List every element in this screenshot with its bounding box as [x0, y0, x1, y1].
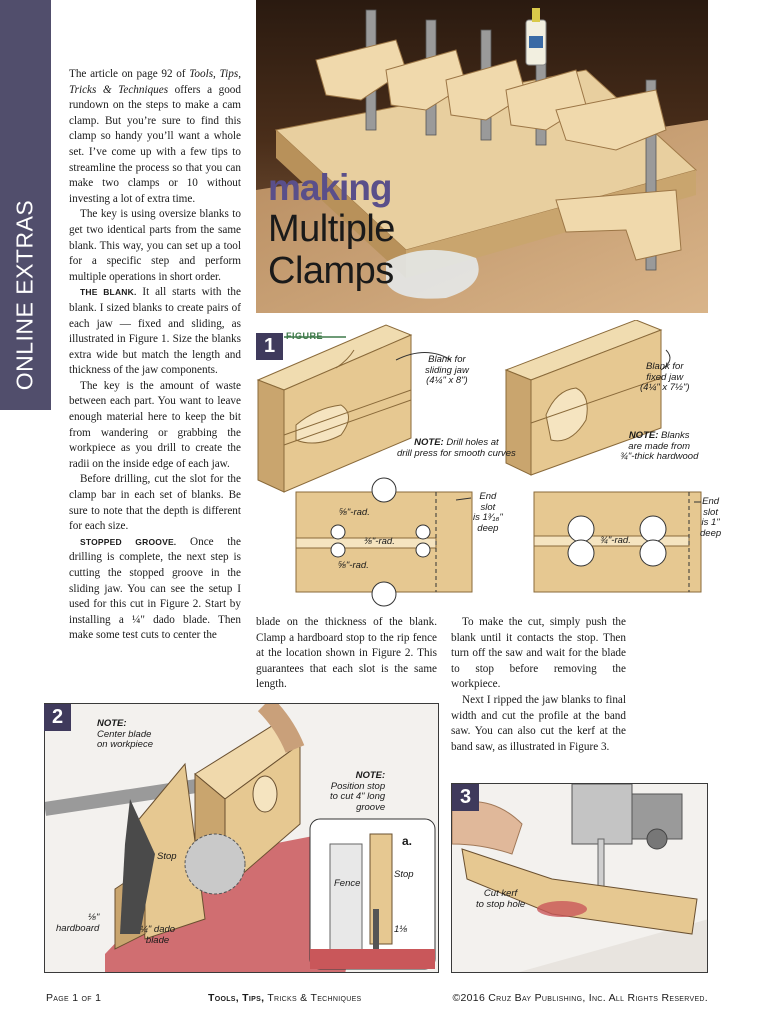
- figure-3-diagram: [452, 784, 708, 973]
- online-extras-sidebar: [0, 0, 51, 410]
- title-line-1: Multiple: [268, 208, 395, 250]
- fig1-rad-38: ⅜"-rad.: [364, 536, 395, 547]
- figure-3: [451, 783, 708, 973]
- paragraph: blade on the thickness of the blank. Clamp a hardboard stop to the rip fence at the location shown in Figure 2. This guarantees that each slot is the same length.: [256, 616, 437, 691]
- sidebar-label: ONLINE EXTRAS: [11, 199, 38, 391]
- figure-1-label: FIGURE: [286, 331, 324, 341]
- footer-page-number: Page 1 of 1: [46, 992, 102, 1004]
- fig2-note-position-stop: NOTE: Position stop to cut 4" long groove: [330, 770, 386, 813]
- paragraph: The key is using oversize blanks to get two identical parts from the same blank. This way, you can set up a tool for a specific step and perform multiple operations in short order.: [69, 208, 241, 283]
- fig2-note-center-blade: NOTE: Center blade on workpiece: [97, 718, 153, 750]
- intro-paragraph: The article on page 92 of Tools, Tips, Tricks & Techniques offers a good rundown on the steps to make a cam clamp. But you’re sure to find this clamp so handy you’ll want a whole set. I’ve come up with a few tips to streamline the process so that you can make two clamps or 10 without investing a lot of extra time.: [69, 68, 241, 205]
- footer-publication: Tools, Tips, Tricks & Techniques: [208, 992, 362, 1004]
- figure-2-badge: 2: [44, 704, 71, 731]
- paragraph: THE BLANK. It all starts with the blank. I sized blanks to create pairs of each jaw — fixed and sliding, as illustrated in Figure 1. Size the blanks extra wide but match the length and thickness of the jaw components.: [69, 286, 241, 377]
- fig1-blank-fixed-callout: Blank for fixed jaw (4¼" x 7½"): [640, 361, 690, 393]
- subhead-the-blank: THE BLANK.: [80, 287, 137, 298]
- figure-3-badge: 3: [452, 784, 479, 811]
- article-column-1: [69, 67, 241, 644]
- article-title: [268, 168, 395, 292]
- fig1-blank-sliding-callout: Blank for sliding jaw (4¼" x 8"): [425, 354, 469, 386]
- fig1-end-slot-right: End slot is 1" deep: [700, 496, 722, 539]
- paragraph: Before drilling, cut the slot for the clamp bar in each set of blanks. Be sure to note that the depth is different for each size.: [69, 473, 241, 533]
- fig1-note-blanks: NOTE: Blanks are made from ¾"-thick hardwood: [620, 430, 699, 462]
- fig3-kerf-label: Cut kerf to stop hole: [476, 888, 526, 910]
- fig1-rad-58-top: ⅝"-rad.: [339, 507, 370, 518]
- fig2-detail-dimension: 1⅛: [394, 924, 408, 935]
- fig2-dado-label: ¼" dado blade: [140, 924, 176, 946]
- title-accent: making: [268, 167, 392, 208]
- footer-copyright: ©2016 Cruz Bay Publishing, Inc. All Rights Reserved.: [452, 992, 708, 1004]
- fig2-hardboard-label: ⅛" hardboard: [56, 912, 100, 934]
- fig1-rad-34: ¾"-rad.: [600, 535, 631, 546]
- paragraph: The key is the amount of waste between each part. You want to leave enough material here to keep the bit from wandering or grabbing the workpiece as you drill to create the radii on the inside edge of each jaw.: [69, 379, 241, 470]
- fig2-detail-stop: Stop: [394, 869, 414, 880]
- title-line-2: Clamps: [268, 250, 394, 292]
- article-column-2: [256, 615, 437, 693]
- fig2-stop-label: Stop: [157, 851, 177, 862]
- fig1-rad-58-bottom: ⅝"-rad.: [338, 560, 369, 571]
- paragraph: To make the cut, simply push the blank until it contacts the stop. Then turn off the saw and wait for the blade to stop before removing the workpiece.: [451, 616, 626, 691]
- figure-1-badge: 1: [256, 333, 283, 360]
- paragraph: STOPPED GROOVE. Once the drilling is complete, the next step is cutting the stopped groove in the sliding jaw. You can see the setup I used for this cut in Figure 2. Start by installing a ¼" dado blade. Then make some test cuts to center the: [69, 535, 241, 642]
- article-column-3: [451, 615, 626, 755]
- fig1-end-slot-left: End slot is 1³⁄₁₆" deep: [473, 491, 503, 534]
- fig1-note-drill: NOTE: Drill holes at drill press for smooth curves: [397, 437, 516, 459]
- subhead-stopped-groove: STOPPED GROOVE.: [80, 536, 177, 547]
- fig2-detail-fence: Fence: [334, 878, 361, 889]
- paragraph: Next I ripped the jaw blanks to final width and cut the profile at the band saw. You can also cut the kerf at the band saw, as illustrated in Figure 3.: [451, 693, 626, 753]
- fig2-detail-letter: a.: [402, 834, 413, 848]
